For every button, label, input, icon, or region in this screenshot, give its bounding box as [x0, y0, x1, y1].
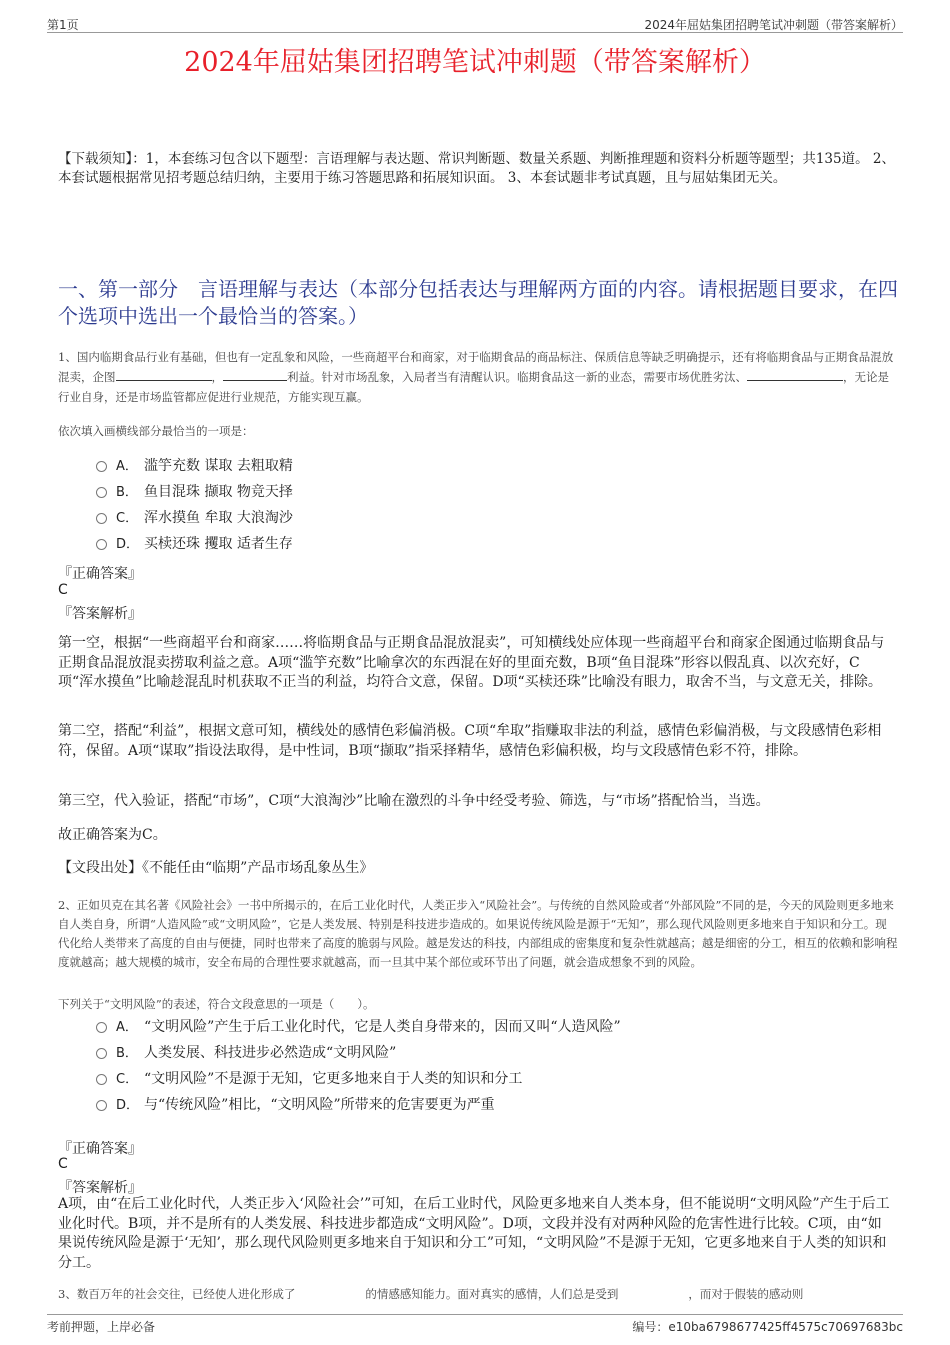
- q2-option-d[interactable]: D． 与“传统风险”相比，“文明风险”所带来的危害要更为严重: [96, 1092, 621, 1118]
- radio-icon[interactable]: [96, 539, 107, 550]
- q1-answer: C: [58, 582, 68, 598]
- q2-answer-label: 『正确答案』: [58, 1141, 142, 1157]
- question-3-stem: 3、数百万年的社会交往，已经使人进化形成了 的情感感知能力。面对真实的感情，人们总是受到 ，而对于假装的感动则: [58, 1287, 804, 1301]
- footer-serial: 编号：e10ba6798677425ff4575c70697683bc: [632, 1320, 903, 1334]
- blank-2: [223, 368, 287, 381]
- question-2-stem: 2、正如贝克在其名著《风险社会》一书中所揭示的，在后工业化时代，人类正步入“风险社会”。与传统的自然风险或者“外部风险”不同的是，今天的风险则更多地来自人类自身，所谓“人造风险”或“文明风险”，它是人类发展、特别是科技进步造成的。如果说传统风险是源于“无知”，那么现代风险则更多地来自于知识和分工。现代化给人类带来了高度的自由与便捷，同时也带来了高度的脆弱与风险。越是发达的科技，内部组成的密集度和复杂性就越高；越是细密的分工，相互的依赖和影响程度就越高；越大规模的城市，安全布局的合理性要求就越高，而一旦其中某个部位或环节出了问题，就会造成想象不到的风险。: [58, 898, 898, 969]
- radio-icon[interactable]: [96, 1100, 107, 1111]
- page-number: 第1页: [47, 18, 79, 32]
- radio-icon[interactable]: [96, 1022, 107, 1033]
- q1-option-b[interactable]: B． 鱼目混珠 撷取 物竞天择: [96, 479, 293, 505]
- blank-3: [747, 368, 843, 381]
- q1-answer-label: 『正确答案』: [58, 566, 142, 582]
- q2-option-a[interactable]: A． “文明风险”产生于后工业化时代，它是人类自身带来的，因而又叫“人造风险”: [96, 1014, 621, 1040]
- document-title: 2024年屈姑集团招聘笔试冲刺题（带答案解析）: [184, 47, 766, 78]
- q1-option-a[interactable]: A． 滥竽充数 谋取 去粗取精: [96, 453, 293, 479]
- q2-option-c[interactable]: C． “文明风险”不是源于无知，它更多地来自于人类的知识和分工: [96, 1066, 621, 1092]
- question-2-options: [96, 1014, 621, 1118]
- question-1-prompt: 依次填入画横线部分最恰当的一项是：: [58, 424, 254, 438]
- section-heading: 一、第一部分 言语理解与表达（本部分包括表达与理解两方面的内容。请根据题目要求，在四个选项中选出一个最恰当的答案。）: [58, 277, 898, 328]
- radio-icon[interactable]: [96, 1048, 107, 1059]
- download-notice: 【下载须知】：1，本套练习包含以下题型：言语理解与表达题、常识判断题、数量关系题、判断推理题和资料分析题等题型；共135道。 2、本套试题根据常见招考题总结归纳，主要用于练习答题思路和拓展知识面。 3、本套试题非考试真题，且与屈姑集团无关。: [58, 151, 895, 186]
- question-1-options: [96, 453, 293, 557]
- q1-option-d[interactable]: D． 买椟还珠 攫取 适者生存: [96, 531, 293, 557]
- blank-1: [116, 368, 212, 381]
- q1-analysis-paragraph-3: 第三空，代入验证，搭配“市场”，C项“大浪淘沙”比喻在激烈的斗争中经受考验、筛选，与“市场”搭配恰当，当选。: [58, 793, 770, 809]
- q2-analysis: A项，由“在后工业化时代，人类正步入‘风险社会’”可知，在后工业时代，风险更多地来自人类本身，但不能说明“文明风险”产生于后工业化时代。B项，并不是所有的人类发展、科技进步都造成“文明风险”。D项，文段并没有对两种风险的危害性进行比较。C项，由“如果说传统风险是源于‘无知’，那么现代风险则更多地来自于知识和分工”可知，“文明风险”不是源于无知，它更多地来自于人类的知识和分工。: [58, 1196, 890, 1271]
- q1-source: 【文段出处】《不能任由“临期”产品市场乱象丛生》: [58, 860, 374, 876]
- q1-analysis-label: 『答案解析』: [58, 606, 142, 622]
- q2-analysis-label: 『答案解析』: [58, 1180, 142, 1196]
- q1-analysis-conclusion: 故正确答案为C。: [58, 827, 167, 843]
- page-footer: [47, 1314, 903, 1335]
- footer-slogan: 考前押题，上岸必备: [47, 1320, 156, 1334]
- radio-icon[interactable]: [96, 513, 107, 524]
- question-2-prompt: 下列关于“文明风险”的表述，符合文段意思的一项是（ ）。: [58, 997, 375, 1011]
- radio-icon[interactable]: [96, 487, 107, 498]
- radio-icon[interactable]: [96, 461, 107, 472]
- q1-analysis-paragraph-2: 第二空，搭配“利益”，根据文意可知，横线处的感情色彩偏消极。C项“牟取”指赚取非法的利益，感情色彩偏消极，与文段感情色彩相符，保留。A项“谋取”指设法取得，是中性词，B项“撷取”指采择精华，感情色彩偏积极，均与文段感情色彩不符，排除。: [58, 723, 882, 759]
- q1-analysis-paragraph-1: 第一空，根据“一些商超平台和商家……将临期食品与正期食品混放混卖”，可知横线处应体现一些商超平台和商家企图通过临期食品与正期食品混放混卖捞取利益之意。A项“滥竽充数”比喻拿次的东西混在好的里面充数，B项“鱼目混珠”形容以假乱真、以次充好，C项“浑水摸鱼”比喻趁混乱时机获取不正当的利益，均符合文意，保留。D项“买椟还珠”比喻没有眼力，取舍不当，与文意无关，排除。: [58, 635, 885, 690]
- q2-option-b[interactable]: B． 人类发展、科技进步必然造成“文明风险”: [96, 1040, 621, 1066]
- header-doc-title: 2024年屈姑集团招聘笔试冲刺题（带答案解析）: [644, 18, 903, 32]
- question-1-stem: 1、国内临期食品行业有基础，但也有一定乱象和风险，一些商超平台和商家，对于临期食品的商品标注、保质信息等缺乏明确提示，还有将临期食品与正期食品混放混卖，企图 ， 利益。针对市场乱象，入局者当有清醒认识。临期食品这一新的业态，需要市场优胜劣汰、 ，无论是行业自身，还是市场监管都应促进行业规范，方能实现互赢。: [58, 350, 894, 404]
- q1-option-c[interactable]: C． 浑水摸鱼 牟取 大浪淘沙: [96, 505, 293, 531]
- page-header: [47, 14, 903, 33]
- q2-answer: C: [58, 1156, 68, 1172]
- radio-icon[interactable]: [96, 1074, 107, 1085]
